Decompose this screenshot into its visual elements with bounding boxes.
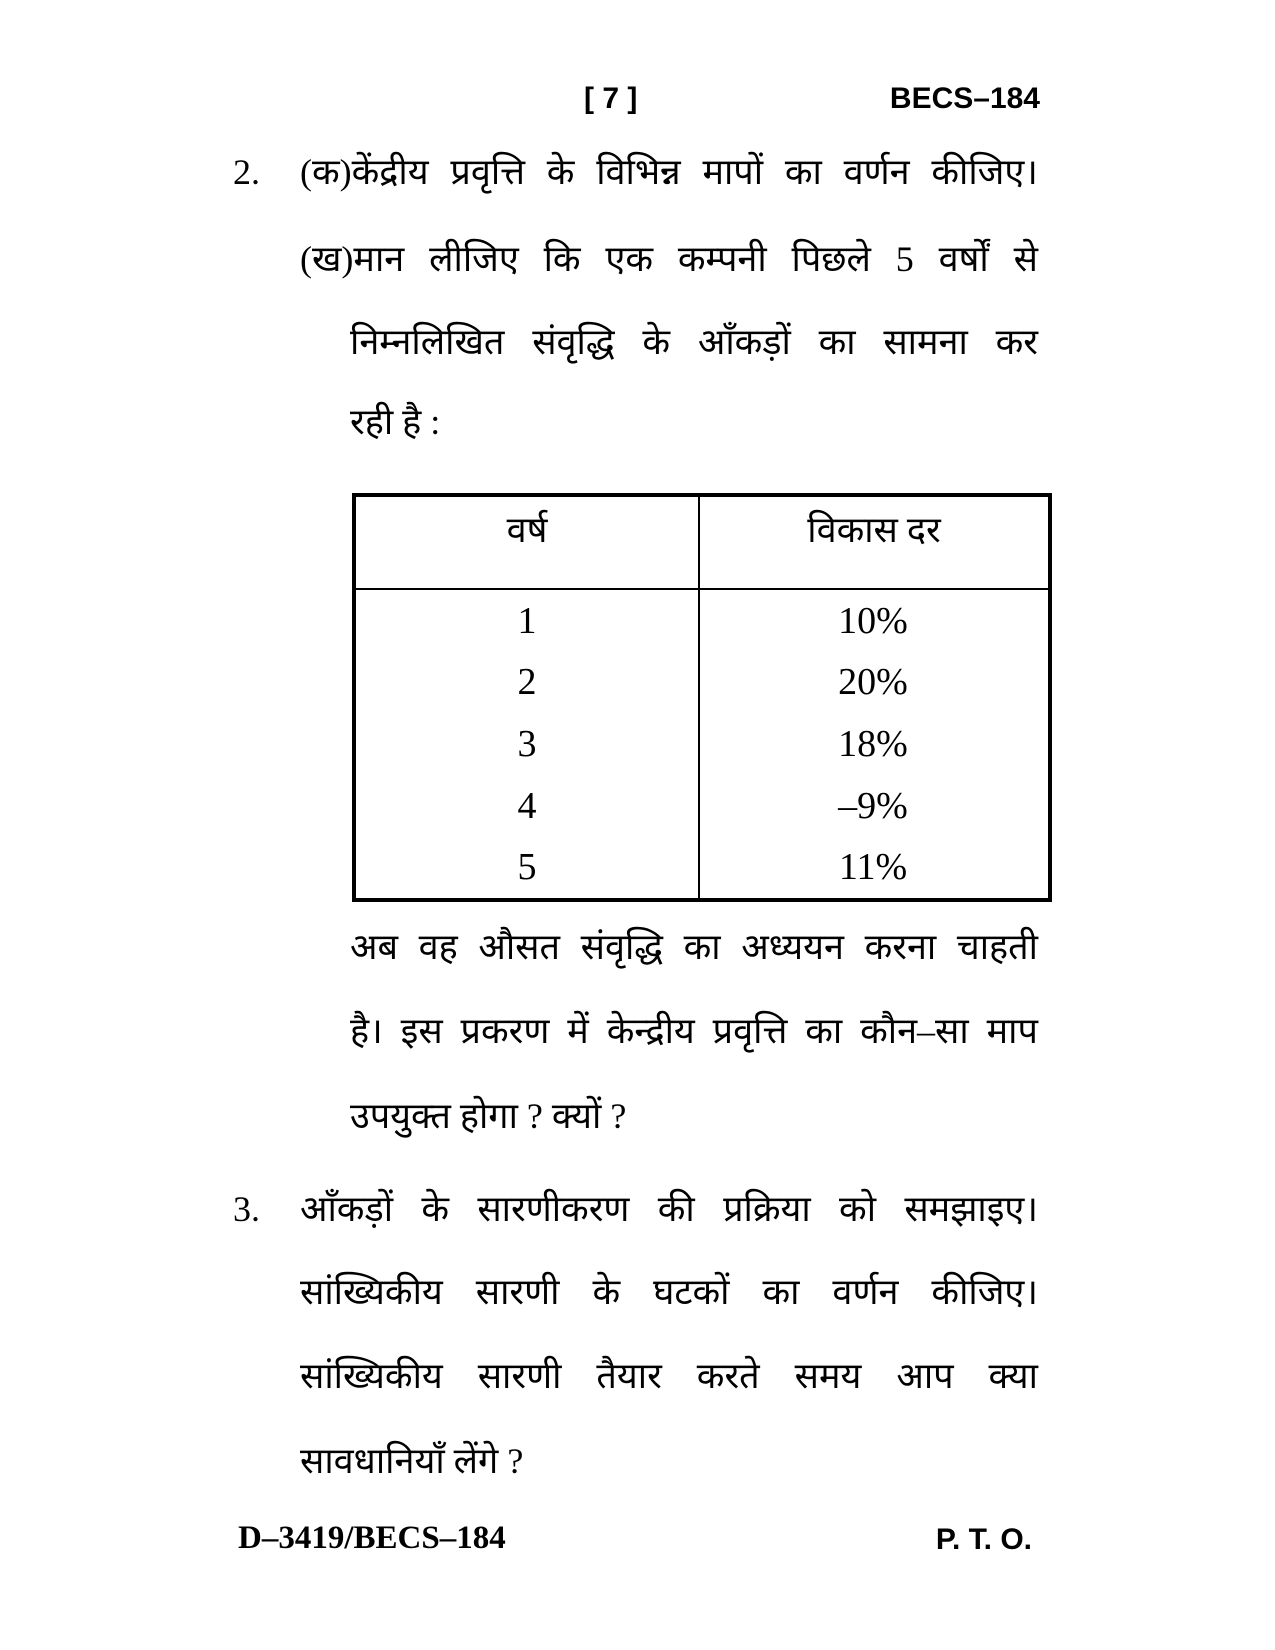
question-3-number: 3. [233,1189,260,1229]
table-cell-year: 3 [517,722,537,765]
table-body [356,590,1048,898]
table-cell-rate: 18% [838,722,908,765]
question-2-part-b-after-line-1: अब वह औसत संवृद्धि का अध्ययन करना चाहती [350,927,1038,967]
question-3-line-1: आँकड़ों के सारणीकरण की प्रक्रिया को समझाइए। [300,1189,1038,1229]
footer-paper-id: D–3419/BECS–184 [238,1520,506,1556]
question-2-part-b-after-line-3: उपयुक्त होगा ? क्यों ? [350,1096,627,1136]
table-header-year: वर्ष [506,510,548,550]
table-cell-rate: 11% [838,846,908,889]
table-row [356,590,1048,652]
footer-pto: P. T. O. [935,1523,1032,1556]
table-cell-year: 1 [517,599,537,642]
table-cell-rate: –9% [838,784,908,827]
question-3-line-2: सांख्यिकीय सारणी के घटकों का वर्णन कीजिए। [300,1272,1038,1312]
table-row [356,713,1048,775]
table-cell-year: 4 [517,784,537,827]
growth-table [352,493,1052,902]
question-2-part-a-line-1: (क)केंद्रीय प्रवृत्ति के विभिन्न मापों का वर्णन कीजिए। [300,152,1038,192]
table-cell-rate: 20% [838,661,908,704]
paper-code: BECS–184 [889,82,1040,115]
table-header-growth-rate: विकास दर [807,510,941,550]
table-row [356,836,1048,898]
question-3-line-4: सावधानियाँ लेंगे ? [300,1441,524,1481]
question-2-part-b-after-line-2: है। इस प्रकरण में केन्द्रीय प्रवृत्ति का कौन–सा माप [350,1011,1038,1051]
question-2-part-b-line-2: निम्नलिखित संवृद्धि के आँकड़ों का सामना कर [350,322,1038,362]
table-cell-rate: 10% [838,599,908,642]
question-2-number: 2. [233,152,260,192]
question-2-part-b-line-1: (ख)मान लीजिए कि एक कम्पनी पिछले 5 वर्षों से [300,239,1038,279]
table-cell-year: 2 [517,661,537,704]
table-cell-year: 5 [517,846,537,889]
page-number: [ 7 ] [584,82,638,115]
table-row [356,775,1048,837]
question-3-line-3: सांख्यिकीय सारणी तैयार करते समय आप क्या [300,1356,1038,1396]
table-row [356,652,1048,714]
question-2-part-b-line-3: रही है : [350,402,441,442]
